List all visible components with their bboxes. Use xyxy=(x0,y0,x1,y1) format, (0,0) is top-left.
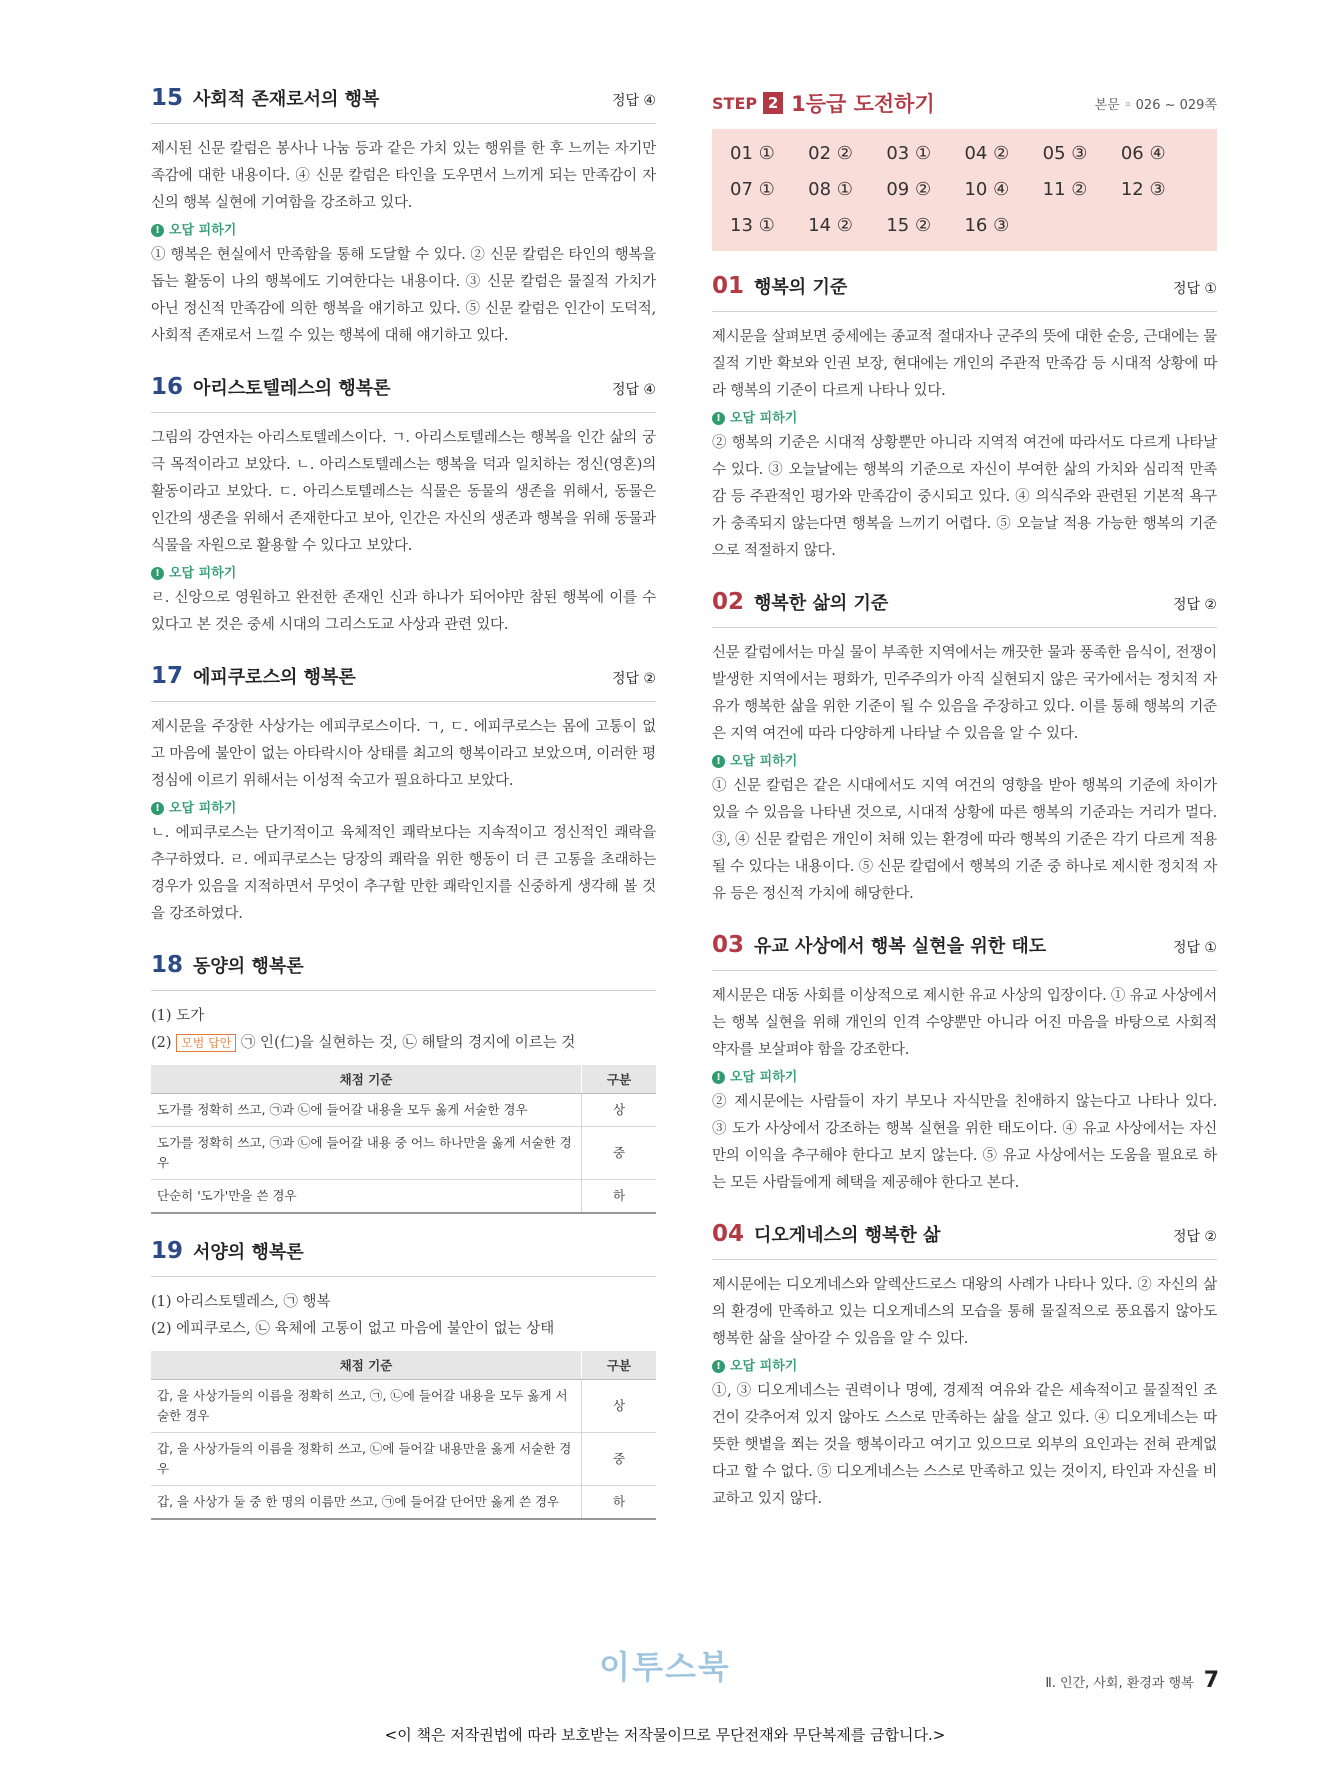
tip-heading: ! 오답 피하기 xyxy=(151,563,656,585)
explanation-text: 제시된 신문 칼럼은 봉사나 나눔 등과 같은 가치 있는 행위를 한 후 느끼는 자기만족감에 대한 내용이다. ④ 신문 칼럼은 타인을 도우면서 느끼게 되는 만족감이 자신의 행복 실현에 기여함을 강조하고 있다. xyxy=(151,141,656,211)
question-number: 01 xyxy=(712,273,745,299)
answer-label: 정답 ② xyxy=(611,671,656,687)
logo-text: 이투스북 xyxy=(599,1648,731,1686)
answer-key-item: 09 ② xyxy=(886,179,932,200)
question-header xyxy=(151,952,656,991)
answer-key-item: 07 ① xyxy=(730,179,775,200)
question-title: 행복한 삶의 기준 xyxy=(754,593,889,614)
scoring-table xyxy=(151,1351,656,1520)
tip-heading: ! 오답 피하기 xyxy=(712,751,1217,773)
question-03 xyxy=(712,932,1217,1197)
exclamation-icon: ! xyxy=(151,802,164,815)
table-row xyxy=(151,1180,656,1214)
question-title: 서양의 행복론 xyxy=(193,1242,304,1263)
model-answer-tag: 모범 답안 xyxy=(176,1034,236,1052)
table-row xyxy=(151,1433,656,1486)
page-reference: 본문 ◦ 026 ~ 029쪽 xyxy=(1094,97,1217,113)
criteria-cell: 단순히 '도가'만을 쓴 경우 xyxy=(151,1180,582,1214)
answer-key-item: 16 ③ xyxy=(964,215,1010,236)
answer-key-item: 08 ① xyxy=(808,179,853,200)
table-row xyxy=(151,1380,656,1433)
question-17 xyxy=(151,663,656,928)
question-number: 16 xyxy=(151,374,184,400)
table-row xyxy=(151,1094,656,1127)
criteria-cell: 갑, 을 사상가 둘 중 한 명의 이름만 쓰고, ㉠에 들어갈 단어만 옳게 쓴 경우 xyxy=(151,1486,582,1520)
question-02 xyxy=(712,589,1217,908)
answer-key-item: 10 ④ xyxy=(964,179,1010,200)
tip-text: ② 제시문에는 사람들이 자기 부모나 자식만을 친애하지 않는다고 나타나 있다. ③ 도가 사상에서 강조하는 행복 실현을 위한 태도이다. ④ 유교 사상에서는 자신만의 이익을 추구해야 한다고 보지 않는다. ⑤ 유교 사상에서는 도움을 필요로 하는 모든 사람들에게 혜택을 제공해야 한다고 본다. xyxy=(712,1094,1217,1191)
tip-text: ① 신문 칼럼은 같은 시대에서도 지역 여건의 영향을 받아 행복의 기준에 차이가 있을 수 있음을 나타낸 것으로, 시대적 상황에 따른 행복의 기준과는 거리가 멀다. ③, ④ 신문 칼럼은 개인이 처해 있는 환경에 따라 행복의 기준은 각기 다르게 적용될 수 있다는 내용이다. ⑤ 신문 칼럼에서 행복의 기준 중 하나로 제시한 정치적 자유 등은 정신적 가치에 해당한다. xyxy=(712,778,1217,902)
right-column xyxy=(712,85,1217,1537)
question-04 xyxy=(712,1221,1217,1513)
grade-cell: 하 xyxy=(582,1180,657,1214)
question-header xyxy=(151,663,656,702)
tip-text: ㄹ. 신앙으로 영원하고 완전한 존재인 신과 하나가 되어야만 참된 행복에 이를 수 있다고 본 것은 중세 시대의 그리스도교 사상과 관련 있다. xyxy=(151,590,656,633)
answer-item-2: (2) 에피쿠로스, ㉡ 육체에 고통이 없고 마음에 불안이 없는 상태 xyxy=(151,1321,555,1337)
question-16 xyxy=(151,374,656,639)
explanation-text: 제시문에는 디오게네스와 알렉산드로스 대왕의 사례가 나타나 있다. ② 자신의 삶의 환경에 만족하고 있는 디오게네스의 모습을 통해 물질적으로 풍요롭지 않아도 행복한 삶을 살아갈 수 있음을 알 수 있다. xyxy=(712,1277,1217,1347)
question-title: 아리스토텔레스의 행복론 xyxy=(193,378,391,399)
tip-heading: ! 오답 피하기 xyxy=(712,408,1217,430)
question-title: 행복의 기준 xyxy=(754,277,848,298)
page-number: 7 xyxy=(1203,1668,1219,1693)
question-title: 사회적 존재로서의 행복 xyxy=(193,89,380,110)
answer-label: 정답 ④ xyxy=(611,93,656,109)
tip-heading: ! 오답 피하기 xyxy=(712,1356,1217,1378)
table-header-criteria: 채점 기준 xyxy=(151,1065,582,1094)
question-title: 동양의 행복론 xyxy=(193,956,304,977)
tip-heading: ! 오답 피하기 xyxy=(151,798,656,820)
criteria-cell: 갑, 을 사상가들의 이름을 정확히 쓰고, ㉡에 들어갈 내용만을 옳게 서술한 경우 xyxy=(151,1433,582,1486)
answer-item-2: (2) 모범 답안 ㉠ 인(仁)을 실현하는 것, ㉡ 해탈의 경지에 이르는 것 xyxy=(151,1035,576,1051)
answer-key-item: 11 ② xyxy=(1042,179,1088,200)
answer-key-item: 12 ③ xyxy=(1120,179,1166,200)
question-header xyxy=(712,273,1217,312)
copyright-notice: <이 책은 저작권법에 따라 보호받는 저작물이므로 무단전재와 무단복제를 금합니다.> xyxy=(384,1726,946,1744)
question-01 xyxy=(712,273,1217,565)
question-title: 에피쿠로스의 행복론 xyxy=(193,667,356,688)
answer-key-item: 13 ① xyxy=(730,215,775,236)
question-header xyxy=(151,1238,656,1277)
question-header xyxy=(712,932,1217,971)
explanation-text: 제시문을 살펴보면 중세에는 종교적 절대자나 군주의 뜻에 대한 순응, 근대에는 물질적 기반 확보와 인권 보장, 현대에는 개인의 주관적 만족감 등 시대적 상황에 따라 행복의 기준이 다르게 나타나 있다. xyxy=(712,329,1217,399)
answer-label: 정답 ② xyxy=(1172,1229,1217,1245)
scoring-table xyxy=(151,1065,656,1214)
table-row xyxy=(151,1486,656,1520)
grade-cell: 중 xyxy=(582,1127,657,1180)
question-header xyxy=(151,85,656,124)
question-header xyxy=(151,374,656,413)
step-number: 2 xyxy=(763,92,783,114)
question-number: 04 xyxy=(712,1221,745,1247)
criteria-cell: 갑, 을 사상가들의 이름을 정확히 쓰고, ㉠, ㉡에 들어갈 내용을 모두 옳게 서술한 경우 xyxy=(151,1380,582,1433)
exclamation-icon: ! xyxy=(712,755,725,768)
answer-key-item: 02 ② xyxy=(808,143,853,164)
step-title: 1등급 도전하기 xyxy=(791,92,935,116)
tip-text: ② 행복의 기준은 시대적 상황뿐만 아니라 지역적 여건에 따라서도 다르게 나타날 수 있다. ③ 오늘날에는 행복의 기준으로 자신이 부여한 삶의 가치와 심리적 만족감 등 주관적인 평가와 만족감이 중시되고 있다. ④ 의식주와 관련된 기본적 욕구가 충족되지 않는다면 행복을 느끼기 어렵다. ⑤ 오늘날 적용 가능한 행복의 기준으로 적절하지 않다. xyxy=(712,435,1217,559)
answer-key-item: 01 ① xyxy=(730,143,775,164)
question-19 xyxy=(151,1238,656,1520)
explanation-text: 제시문을 주장한 사상가는 에피쿠로스이다. ㄱ, ㄷ. 에피쿠로스는 몸에 고통이 없고 마음에 불안이 없는 아타락시아 상태를 최고의 행복이라고 보았으며, 이러한 평정심에 이르기 위해서는 이성적 숙고가 필요하다고 보았다. xyxy=(151,719,656,789)
tip-text: ①, ③ 디오게네스는 권력이나 명예, 경제적 여유와 같은 세속적이고 물질적인 조건이 갖추어져 있지 않아도 스스로 만족하는 삶을 살고 있다. ④ 디오게네스는 따뜻한 햇볕을 쬐는 것을 행복이라고 여기고 있으므로 외부의 요인과는 전혀 관계없다고 할 수 없다. ⑤ 디오게네스는 스스로 만족하고 있는 것이지, 타인과 자신을 비교하고 있지 않다. xyxy=(712,1383,1217,1507)
answer-key-item: 15 ② xyxy=(886,215,932,236)
explanation-text: 제시문은 대동 사회를 이상적으로 제시한 유교 사상의 입장이다. ① 유교 사상에서는 행복 실현을 위해 개인의 인격 수양뿐만 아니라 어진 마음을 바탕으로 사회적 약자를 보살펴야 함을 강조한다. xyxy=(712,988,1217,1058)
explanation-text: 신문 칼럼에서는 마실 물이 부족한 지역에서는 깨끗한 물과 풍족한 음식이, 전쟁이 발생한 지역에서는 평화가, 민주주의가 아직 실현되지 않은 국가에서는 정치적 자유가 행복한 삶을 위한 기준이 될 수 있음을 주장하고 있다. 이를 통해 행복의 기준은 지역 여건에 따라 다양하게 나타날 수 있음을 알 수 있다. xyxy=(712,645,1217,742)
answer-key-item: 06 ④ xyxy=(1120,143,1166,164)
question-number: 18 xyxy=(151,952,184,978)
answer-key-item: 04 ② xyxy=(964,143,1010,164)
step-label: STEP xyxy=(712,93,758,113)
answer-label: 정답 ① xyxy=(1172,940,1217,956)
answer-label: 정답 ② xyxy=(1172,597,1217,613)
step-header xyxy=(712,85,1217,121)
exclamation-icon: ! xyxy=(712,1071,725,1084)
grade-cell: 상 xyxy=(582,1380,657,1433)
answer-key-grid xyxy=(712,129,1217,251)
table-header-grade: 구분 xyxy=(582,1351,657,1380)
explanation-text: 그림의 강연자는 아리스토텔레스이다. ㄱ. 아리스토텔레스는 행복을 인간 삶의 궁극 목적이라고 보았다. ㄴ. 아리스토텔레스는 행복을 덕과 일치하는 정신(영혼)의 활동이라고 보았다. ㄷ. 아리스토텔레스는 식물은 동물의 생존을 위해서, 동물은 인간의 생존을 위해서 존재한다고 보아, 인간은 자신의 생존과 행복을 위해 동물과 식물을 자원으로 활용할 수 있다고 보았다. xyxy=(151,430,656,554)
table-header-criteria: 채점 기준 xyxy=(151,1351,582,1380)
chapter-label: Ⅱ. 인간, 사회, 환경과 행복 xyxy=(1045,1676,1194,1691)
grade-cell: 하 xyxy=(582,1486,657,1520)
criteria-cell: 도가를 정확히 쓰고, ㉠과 ㉡에 들어갈 내용 중 어느 하나만을 옳게 서술한 경우 xyxy=(151,1127,582,1180)
grade-cell: 상 xyxy=(582,1094,657,1127)
criteria-cell: 도가를 정확히 쓰고, ㉠과 ㉡에 들어갈 내용을 모두 옳게 서술한 경우 xyxy=(151,1094,582,1127)
tip-text: ㄴ. 에피쿠로스는 단기적이고 육체적인 쾌락보다는 지속적이고 정신적인 쾌락을 추구하였다. ㄹ. 에피쿠로스는 당장의 쾌락을 위한 행동이 더 큰 고통을 초래하는 경우가 있음을 지적하면서 무엇이 추구할 만한 쾌락인지를 신중하게 생각해 볼 것을 강조하였다. xyxy=(151,825,656,922)
question-18 xyxy=(151,952,656,1214)
answer-key-item: 05 ③ xyxy=(1042,143,1088,164)
page-info xyxy=(1045,1668,1219,1693)
answer-key-item: 03 ① xyxy=(886,143,932,164)
answer-label: 정답 ① xyxy=(1172,281,1217,297)
question-number: 19 xyxy=(151,1238,184,1264)
tip-heading: ! 오답 피하기 xyxy=(151,220,656,242)
exclamation-icon: ! xyxy=(712,412,725,425)
answer-key-item: 14 ② xyxy=(808,215,853,236)
question-number: 17 xyxy=(151,663,184,689)
answer-label: 정답 ④ xyxy=(611,382,656,398)
exclamation-icon: ! xyxy=(151,567,164,580)
question-number: 02 xyxy=(712,589,745,615)
question-15 xyxy=(151,85,656,350)
answer-item-1: (1) 도가 xyxy=(151,1008,205,1024)
question-number: 03 xyxy=(712,932,745,958)
question-header xyxy=(712,589,1217,628)
table-header-grade: 구분 xyxy=(582,1065,657,1094)
answer-item-1: (1) 아리스토텔레스, ㉠ 행복 xyxy=(151,1294,331,1310)
exclamation-icon: ! xyxy=(712,1360,725,1373)
question-header xyxy=(712,1221,1217,1260)
question-number: 15 xyxy=(151,85,184,111)
tip-heading: ! 오답 피하기 xyxy=(712,1067,1217,1089)
table-row xyxy=(151,1127,656,1180)
left-column xyxy=(151,85,656,1544)
grade-cell: 중 xyxy=(582,1433,657,1486)
exclamation-icon: ! xyxy=(151,224,164,237)
question-title: 유교 사상에서 행복 실현을 위한 태도 xyxy=(754,936,1047,957)
tip-text: ① 행복은 현실에서 만족함을 통해 도달할 수 있다. ② 신문 칼럼은 타인의 행복을 돕는 활동이 나의 행복에도 기여한다는 내용이다. ③ 신문 칼럼은 물질적 가치가 아닌 정신적 만족감에 의한 행복을 얘기하고 있다. ⑤ 신문 칼럼은 인간이 도덕적, 사회적 존재로서 느낄 수 있는 행복에 대해 얘기하고 있다. xyxy=(151,247,656,344)
question-title: 디오게네스의 행복한 삶 xyxy=(754,1225,941,1246)
